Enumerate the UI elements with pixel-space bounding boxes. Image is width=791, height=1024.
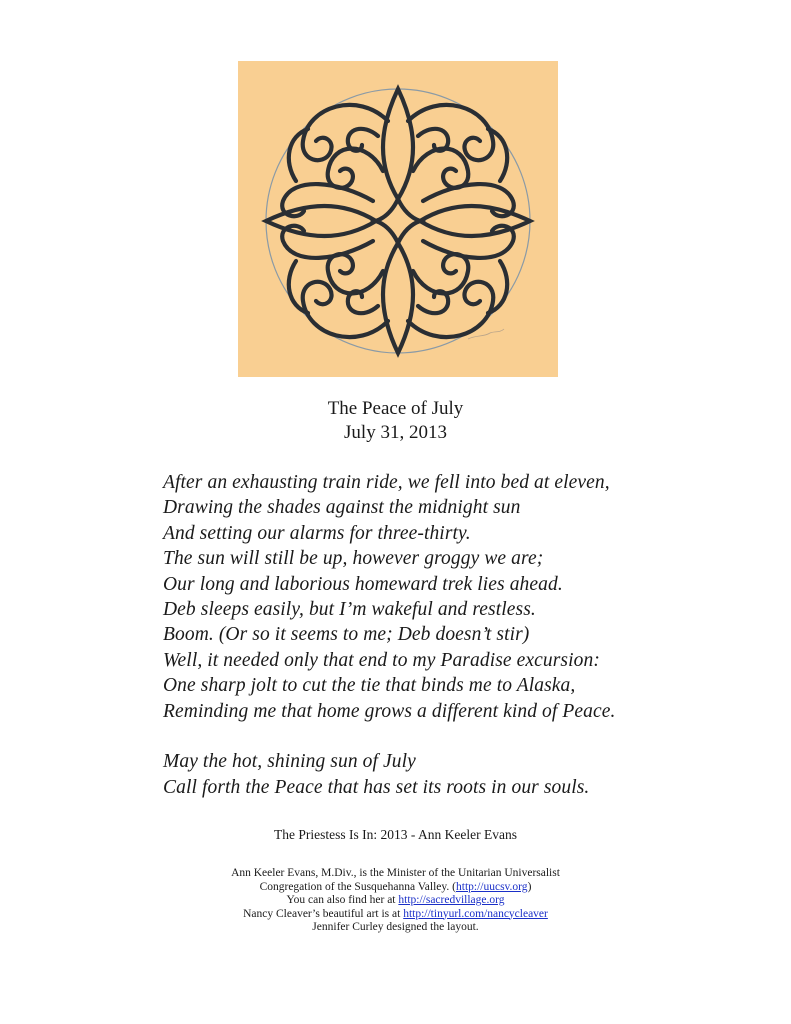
credits-text: Nancy Cleaver’s beautiful art is at [243, 907, 404, 920]
poem-line: One sharp jolt to cut the tie that binds me to Alaska, [163, 675, 576, 697]
series-attribution: The Priestess Is In: 2013 - Ann Keeler Evans [274, 827, 517, 842]
poem-line: Call forth the Peace that has set its roots in our souls. [163, 776, 590, 798]
mandala-icon [238, 61, 558, 377]
poem-body [163, 470, 723, 800]
mandala-artwork [238, 61, 558, 377]
poem-title-block [0, 397, 791, 445]
credits-text: You can also find her at [286, 894, 399, 906]
credits-text: Congregation of the Susquehanna Valley. ( [259, 880, 456, 893]
nancycleaver-link[interactable]: http://tinyurl.com/nancycleaver [403, 907, 548, 920]
poem-line: Boom. (Or so it seems to me; Deb doesn’t stir) [163, 624, 530, 646]
credits-text: ) [527, 880, 532, 893]
credits-line-sacredvillage [0, 894, 791, 908]
poem-line: May the hot, shining sun of July [163, 751, 416, 773]
poem-line: The sun will still be up, however groggy we are; [163, 548, 544, 570]
uucsv-link[interactable]: http://uucsv.org [456, 880, 528, 893]
poem-line: Well, it needed only that end to my Paradise excursion: [163, 649, 600, 671]
poem-line: Deb sleeps easily, but I’m wakeful and restless. [163, 598, 536, 620]
poem-line: Drawing the shades against the midnight sun [163, 497, 521, 519]
sacredvillage-link[interactable]: http://sacredvillage.org [398, 894, 505, 906]
poem-line: After an exhausting train ride, we fell into bed at eleven, [163, 472, 610, 493]
poem-date: July 31, 2013 [344, 422, 447, 443]
poem-title: The Peace of July [327, 398, 464, 419]
credits-line-congregation [0, 881, 791, 895]
stanza-break [163, 724, 723, 749]
poem-line: And setting our alarms for three-thirty. [163, 522, 471, 544]
credits-line-author: Ann Keeler Evans, M.Div., is the Minister of the Unitarian Universalist [231, 867, 560, 879]
poem-line: Our long and laborious homeward trek lies ahead. [163, 573, 563, 595]
credits-line-art [0, 908, 791, 922]
artwork-background [238, 61, 558, 377]
poem-line: Reminding me that home grows a different kind of Peace. [163, 700, 616, 722]
credits-line-layout: Jennifer Curley designed the layout. [312, 921, 479, 933]
credits-block [0, 867, 791, 935]
